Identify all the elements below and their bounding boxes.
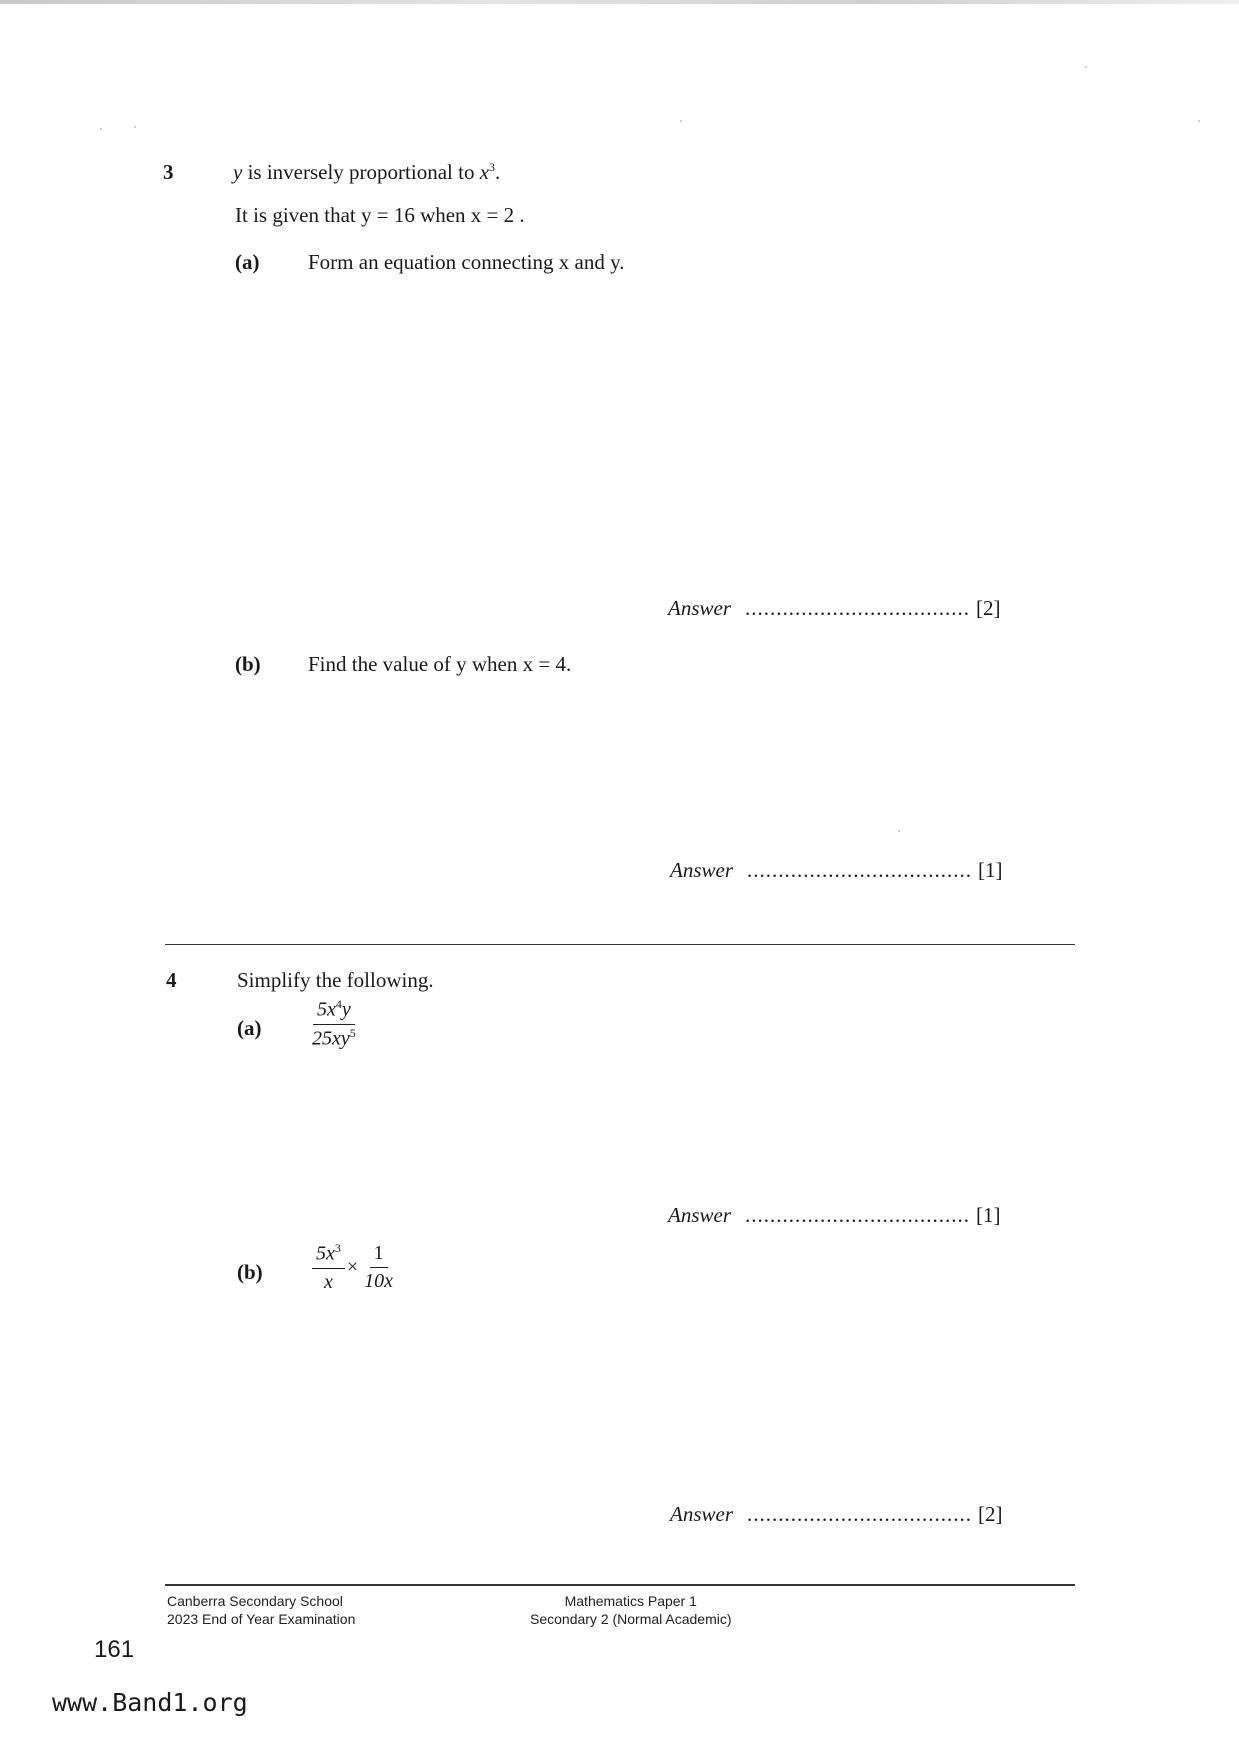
question-3b-answer: [670, 858, 1003, 883]
question-4a-answer: [668, 1203, 1001, 1228]
question-4a-label: (a): [237, 1016, 262, 1040]
footer-level: Secondary 2 (Normal Academic): [530, 1611, 732, 1627]
var-x: x: [479, 160, 490, 184]
question-3-given: It is given that y = 16 when x = 2 .: [235, 203, 525, 227]
answer-blank[interactable]: ....................................: [747, 858, 972, 882]
fraction-numerator: $5x^4y$: [313, 998, 355, 1025]
answer-blank[interactable]: ....................................: [747, 1502, 972, 1526]
footer-left: [167, 1592, 355, 1628]
answer-label: Answer: [670, 1502, 733, 1526]
footer-exam: 2023 End of Year Examination: [167, 1611, 356, 1627]
question-3b-label: (b): [235, 652, 261, 676]
scan-speck: [680, 120, 682, 122]
question-3-statement: y is inversely proportional to $x^3$.: [233, 160, 501, 184]
watermark-url: www.Band1.org: [52, 1688, 248, 1717]
question-3a-label: (a): [235, 250, 260, 274]
fraction-numerator: 1: [370, 1242, 388, 1268]
exponent: 3: [489, 160, 496, 174]
answer-blank[interactable]: ....................................: [745, 596, 970, 620]
question-3a-answer: [668, 596, 1001, 621]
question-3-number: 3: [163, 160, 174, 184]
marks: [1]: [978, 858, 1003, 882]
var-y: y: [233, 160, 243, 184]
marks: [1]: [976, 1203, 1001, 1227]
answer-label: Answer: [668, 1203, 731, 1227]
question-4-intro: Simplify the following.: [237, 968, 434, 992]
section-divider: [165, 944, 1075, 945]
footer-rule: [165, 1584, 1075, 1586]
scan-speck: [1198, 120, 1200, 122]
fraction-numerator: $5x^3$: [312, 1242, 345, 1269]
times-sign: ×: [346, 1256, 359, 1279]
fraction-1: [312, 1242, 345, 1294]
fraction: [308, 998, 360, 1050]
fraction-denominator: x: [324, 1270, 333, 1293]
scan-speck: [100, 128, 102, 130]
answer-blank[interactable]: ....................................: [745, 1203, 970, 1227]
question-4a-expression: [308, 998, 360, 1050]
question-4-number: 4: [166, 968, 177, 992]
question-3a-text: Form an equation connecting x and y.: [308, 250, 625, 274]
scan-speck: [1085, 66, 1087, 68]
question-3b-text: Find the value of y when x = 4.: [308, 652, 572, 676]
footer-paper: Mathematics Paper 1: [564, 1593, 697, 1609]
marks: [2]: [978, 1502, 1003, 1526]
footer-school: Canberra Secondary School: [167, 1593, 343, 1609]
answer-label: Answer: [670, 858, 733, 882]
fraction-2: [360, 1242, 397, 1293]
marks: [2]: [976, 596, 1001, 620]
footer-right: [530, 1592, 732, 1628]
question-4b-expression: [312, 1242, 397, 1294]
question-4b-answer: [670, 1502, 1003, 1527]
scan-speck: [898, 830, 900, 832]
fraction-denominator: $25xy^5$: [312, 1025, 356, 1050]
scan-speck: [134, 126, 136, 128]
fraction-denominator: 10x: [364, 1270, 394, 1293]
page-number: 161: [94, 1636, 135, 1663]
question-4b-label: (b): [237, 1260, 263, 1284]
scan-edge: [0, 0, 1239, 4]
answer-label: Answer: [668, 596, 731, 620]
statement-text: is inversely proportional to: [247, 160, 475, 184]
